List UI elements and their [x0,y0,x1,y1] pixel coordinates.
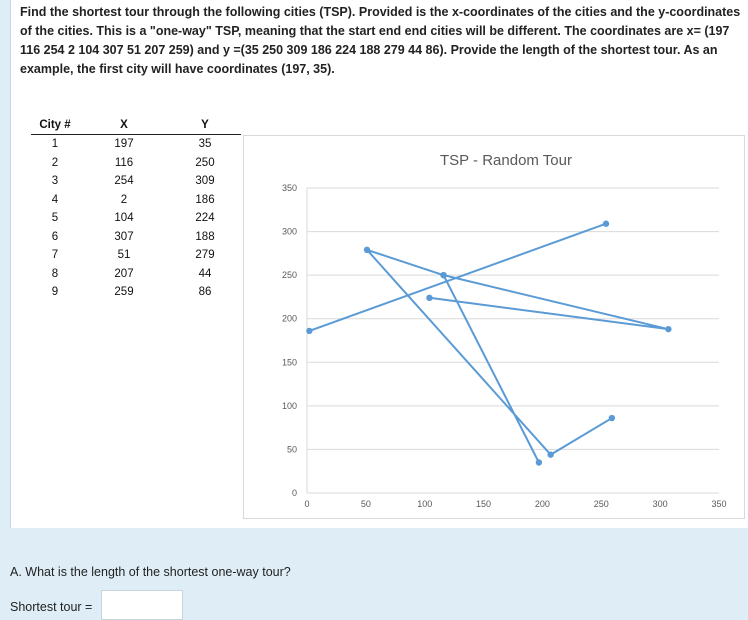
city-number-cell: 8 [51,267,59,280]
question-panel [10,0,748,528]
x-cell: 116 [114,156,134,169]
y-tick-label: 50 [286,444,297,455]
x-cell: 2 [120,193,128,206]
city-number-cell: 1 [51,138,59,151]
y-cell: 250 [195,156,215,169]
x-tick-label: 350 [711,499,727,509]
city-point [603,221,609,227]
y-cell: 188 [195,230,215,243]
tsp-chart [243,135,745,519]
x-cell: 259 [114,286,134,299]
table-row [31,209,241,228]
y-cell: 279 [195,249,215,262]
x-tick-label: 50 [360,499,371,509]
table-row [31,246,241,265]
table-row [31,265,241,284]
y-cell: 309 [195,175,215,188]
x-cell: 51 [117,249,131,262]
chart-title: TSP - Random Tour [439,152,573,169]
table-row [31,283,241,302]
x-tick-label: 0 [304,499,310,509]
x-cell: 197 [114,138,134,151]
city-point [364,247,370,253]
city-coordinates-table [31,116,241,302]
x-cell: 307 [114,230,134,243]
x-tick-label: 200 [534,499,550,509]
answer-label: Shortest tour = [10,600,93,614]
y-cell: 186 [195,193,215,206]
y-cell: 35 [198,138,212,151]
y-tick-label: 200 [281,313,297,324]
x-cell: 104 [114,212,134,225]
city-point [609,415,615,421]
question-prompt: Find the shortest tour through the following cities (TSP). Provided is the x-coordinates of the cities and the y-coordinates of the cities. This is a "one-way" TSP, meaning that the start end end cities will be different. The coordinates are x= (197 116 254 2 104 307 51 207 259) and y =(35 250 309 186 224 188 279 44 86). Provide the length of the shortest tour. As an example, the first city will have coordinates (197, 35). [20,5,741,76]
x-cell: 254 [114,175,134,188]
city-number-cell: 5 [51,212,59,225]
city-number-cell: 7 [51,249,59,262]
y-tick-label: 250 [281,270,297,281]
table-header-city: City # [31,116,79,135]
city-point [440,272,446,278]
table-row [31,154,241,173]
table-header-y: Y [169,116,241,135]
city-point [536,459,542,465]
city-number-cell: 9 [51,286,59,299]
y-cell: 44 [198,267,212,280]
tour-path-line [367,250,668,463]
y-tick-label: 350 [281,183,297,193]
city-number-cell: 4 [51,193,59,206]
question-part-a: A. What is the length of the shortest one-way tour? [10,565,291,579]
table-row [31,191,241,210]
x-tick-label: 300 [652,499,668,509]
y-tick-label: 300 [281,226,297,237]
table-row [31,228,241,247]
city-number-cell: 2 [51,156,59,169]
x-tick-label: 250 [593,499,609,509]
shortest-tour-input[interactable] [101,590,183,620]
city-point [426,295,432,301]
table-header-x: X [79,116,169,135]
city-point [547,451,553,457]
y-tick-label: 100 [281,400,297,411]
city-number-cell: 3 [51,175,59,188]
table-body [31,135,241,302]
y-tick-label: 0 [291,488,297,498]
table-row [31,135,241,154]
x-tick-label: 150 [476,499,492,509]
city-number-cell: 6 [51,230,59,243]
y-tick-label: 150 [281,357,297,368]
table-row [31,172,241,191]
city-point [306,328,312,334]
x-tick-label: 100 [417,499,433,509]
chart-canvas [244,136,744,518]
y-cell: 86 [198,286,212,299]
city-point [665,326,671,332]
y-cell: 224 [195,212,215,225]
x-cell: 207 [114,267,134,280]
